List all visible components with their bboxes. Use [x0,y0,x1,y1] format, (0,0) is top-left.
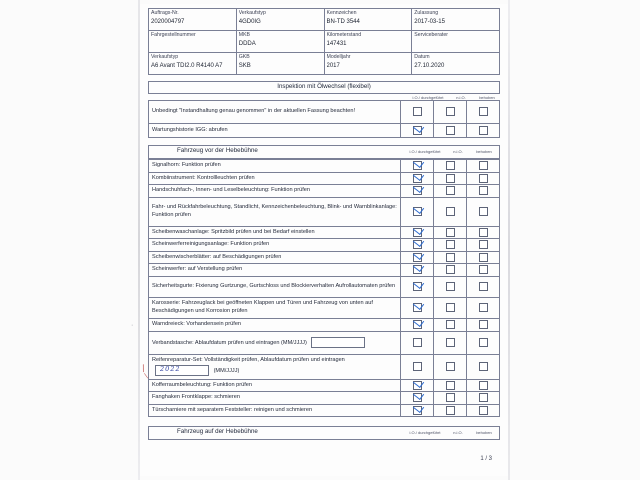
checklist-item-label: Fanghaken Frontklappe: schmieren [149,392,401,405]
checkbox[interactable] [479,362,488,371]
checkbox-nio[interactable] [434,251,467,264]
checkbox[interactable] [413,320,422,329]
checkbox-behoben[interactable] [467,331,500,354]
date-input-verbandstasche[interactable] [311,337,365,348]
checkbox[interactable] [479,126,488,135]
checklist-item-label: Wartungshistorie IGG: abrufen [149,124,401,138]
page-indicator: 1 / 3 [480,456,492,462]
checkbox-behoben[interactable] [467,298,500,319]
checkbox-behoben[interactable] [467,277,500,298]
checkbox[interactable] [446,303,455,312]
checkbox[interactable] [413,406,422,415]
section-title: Fahrzeug auf der Hebebühne [177,428,258,436]
checkbox-behoben[interactable] [467,319,500,332]
table-row [149,160,500,173]
checkbox[interactable] [413,303,422,312]
field-kennzeichen[interactable] [324,9,412,31]
checkbox-io[interactable] [401,319,434,332]
field-fahrgestellnummer[interactable] [149,31,237,53]
table-row [149,277,500,298]
checkbox-behoben[interactable] [467,251,500,264]
checkbox-io[interactable] [401,185,434,198]
table-row [149,9,500,31]
field-label: Verkaufstyp [151,54,179,60]
checkbox[interactable] [446,186,455,195]
field-label: Kilometerstand [326,32,362,38]
field-value: 4GD0IG [238,19,261,25]
checkbox-io[interactable] [401,101,434,124]
checkbox[interactable] [413,126,422,135]
table-row [149,172,500,185]
date-input-reifenreparatur-set[interactable] [155,365,209,376]
checkbox-behoben[interactable] [467,197,500,226]
checklist-item-reifenreparatur-set [149,354,401,379]
checklist-item-label: Scheibenwischerblätter: auf Beschädigungen prüfen [149,251,401,264]
field-value: BN-TD 3544 [326,19,360,25]
checkbox[interactable] [479,207,488,216]
column-header-io: i.O./ durchgeführt [409,148,441,154]
pen-dot: · [131,322,134,329]
checkbox-behoben[interactable] [467,264,500,277]
checkbox[interactable] [446,253,455,262]
checkbox-io[interactable] [401,331,434,354]
checkbox-behoben[interactable] [467,185,500,198]
field-label: Modelljahr [326,54,351,60]
checklist-item-label: Scheibenwaschanlage: Spritzbild prüfen und bei Bedarf einstellen [149,226,401,239]
checkbox[interactable] [479,161,488,170]
field-label: Zulassung [414,10,439,16]
checkbox[interactable] [413,207,422,216]
checkbox[interactable] [446,228,455,237]
checkbox[interactable] [446,265,455,274]
checkbox[interactable] [479,265,488,274]
checkbox[interactable] [446,240,455,249]
checkbox[interactable] [479,393,488,402]
checkbox[interactable] [446,406,455,415]
checklist-item-label: Handschuhfach-, Innen- und Leselbeleuchtung: Funktion prüfen [149,185,401,198]
checkbox[interactable] [413,338,422,347]
checkbox[interactable] [446,161,455,170]
section-header-auf-hebebuehne [148,426,500,440]
field-label: Kennzeichen [326,10,357,16]
checkbox[interactable] [413,161,422,170]
table-row [149,239,500,252]
table-row [149,379,500,392]
checkbox-nio[interactable] [434,379,467,392]
checkbox[interactable] [479,186,488,195]
field-gkb[interactable] [236,53,324,75]
table-row [149,404,500,417]
field-label: Verkaufstyp [238,10,266,16]
checkbox[interactable] [479,381,488,390]
checkbox-nio[interactable] [434,185,467,198]
checkbox-behoben[interactable] [467,239,500,252]
column-header-behoben: behoben [476,429,492,435]
field-value: A6 Avant TDI2.0 R4140 A7 [151,63,223,69]
column-header-behoben: behoben [479,95,495,100]
field-value [151,39,234,40]
column-header-io: i.O./ durchgeführt [409,429,441,435]
checkbox-io[interactable] [401,277,434,298]
checkbox-nio[interactable] [434,298,467,319]
checkbox[interactable] [446,381,455,390]
checkbox-io[interactable] [401,264,434,277]
field-kilometerstand[interactable] [324,31,412,53]
pen-mark: / [140,363,147,375]
checklist-item-label: Sicherheitsgurte: Fixierung Gurtzunge, Gurtschloss und Blockierverhalten Aufrollautomaten prüfen [149,277,401,298]
checkbox[interactable] [446,207,455,216]
table-row [149,264,500,277]
checklist-item-label: Kombiinstrument: Kontrollleuchten prüfen [149,172,401,185]
checkbox[interactable] [446,362,455,371]
checkbox[interactable] [413,107,422,116]
table-row [149,31,500,53]
field-auftrags-nr[interactable] [149,9,237,31]
table-row [149,354,500,379]
handwritten-value: 2022 [160,365,181,374]
field-mkb[interactable] [236,31,324,53]
table-row [149,53,500,75]
checklist-item-label: Karosserie: Fahrzeuglack bei geöffneten Klappen und Türen und Fahrzeug von unten auf Beschädigungen und Korrosion prüfen [149,298,401,319]
checkbox-behoben[interactable] [467,354,500,379]
field-value [414,39,497,40]
table-row [149,124,500,138]
checkbox-nio[interactable] [434,124,467,138]
table-row [149,392,500,405]
checkbox-behoben[interactable] [467,172,500,185]
checkbox[interactable] [479,228,488,237]
checklist-item-label: Warndreieck: Vorhandensein prüfen [149,319,401,332]
checklist-item-verbandstasche [149,331,401,354]
checkbox-behoben[interactable] [467,124,500,138]
checkbox[interactable] [479,240,488,249]
checklist-item-label: Scheinwerfer: auf Verstellung prüfen [149,264,401,277]
column-headers-auf-hebebuehne [405,430,497,435]
column-header-nio: n.i.O. [453,429,463,435]
table-row [149,298,500,319]
checkbox[interactable] [479,338,488,347]
column-headers-inspektion [148,95,500,100]
checkbox-nio[interactable] [434,239,467,252]
header-fields [148,8,500,440]
checkbox-nio[interactable] [434,197,467,226]
field-label: MKB [238,32,250,38]
checkbox-nio[interactable] [434,277,467,298]
checklist-item-label: Reifenreparatur-Set: Vollständigkeit prüfen, Ablaufdatum prüfen und eintragen [152,357,345,364]
table-row [149,226,500,239]
table-row [149,185,500,198]
pen-mark: \ [143,371,149,381]
checkbox-nio[interactable] [434,264,467,277]
checkbox[interactable] [446,393,455,402]
field-verkaufstyp-code[interactable] [236,9,324,31]
checklist-item-label: Unbedingt "Instandhaltung genau genommen" in der aktuellen Fassung beachten! [149,101,401,124]
checkbox[interactable] [413,186,422,195]
checkbox[interactable] [446,338,455,347]
checkbox[interactable] [413,282,422,291]
checkbox[interactable] [446,126,455,135]
field-label: Serviceberater [414,32,448,38]
column-header-behoben: behoben [476,148,492,154]
table-row [149,319,500,332]
checkbox[interactable] [479,282,488,291]
field-value: 27.10.2020 [414,63,445,69]
table-row [149,197,500,226]
field-label: Fahrgestellnummer [151,32,196,38]
checkbox[interactable] [479,320,488,329]
column-headers-vor-hebebuehne [405,149,497,154]
field-label: GKB [238,54,250,60]
table-row [149,331,500,354]
checkbox-nio[interactable] [434,101,467,124]
field-zulassung[interactable] [412,9,500,31]
checkbox-behoben[interactable] [467,101,500,124]
field-value: 2017-03-15 [414,19,445,25]
checkbox[interactable] [413,393,422,402]
checkbox-io[interactable] [401,404,434,417]
checkbox-nio[interactable] [434,160,467,173]
field-value: 2020004797 [151,19,185,25]
checkbox[interactable] [446,320,455,329]
checkbox-io[interactable] [401,354,434,379]
section-header-vor-hebebuehne [148,145,500,159]
table-row [149,101,500,124]
checkbox-behoben[interactable] [467,226,500,239]
checkbox-io[interactable] [401,197,434,226]
field-value: DDDA [238,41,256,47]
header-table [148,8,500,75]
checkbox[interactable] [479,107,488,116]
checkbox-behoben[interactable] [467,160,500,173]
page-left-edge [138,0,140,480]
checklist-item-label: Fahr- und Rückfahrbeleuchtung, Standlicht, Kennzeichenbeleuchtung, Blink- und Warnblinkanlage: Funktion prüfen [149,197,401,226]
checklist-item-label: Scheinwerferreinigungsanlage: Funktion prüfen [149,239,401,252]
checkbox[interactable] [413,362,422,371]
checkbox-nio[interactable] [434,404,467,417]
checkbox-nio[interactable] [434,172,467,185]
field-label: Auftrags-Nr. [151,10,179,16]
checkbox-nio[interactable] [434,331,467,354]
checkbox[interactable] [479,253,488,262]
page-right-edge [508,0,510,480]
checkbox[interactable] [413,265,422,274]
checkbox-nio[interactable] [434,319,467,332]
checklist-item-label: Verbandstasche: Ablaufdatum prüfen und eintragen (MM/JJJJ) [152,340,307,347]
checkbox[interactable] [479,174,488,183]
checkbox-nio[interactable] [434,354,467,379]
field-modelljahr[interactable] [324,53,412,75]
field-value: 147431 [326,41,347,47]
checklist-vor-hebebuehne [148,159,500,417]
date-format-hint: (MM/JJJJ) [213,367,240,374]
section-title: Fahrzeug vor der Hebebühne [177,147,258,154]
checkbox-nio[interactable] [434,392,467,405]
field-label: Datum [414,54,430,60]
column-header-nio: n.i.O. [456,95,466,100]
checkbox[interactable] [446,282,455,291]
field-value: SKB [238,63,251,69]
section-header-inspektion [148,81,500,94]
checkbox-io[interactable] [401,124,434,138]
checkbox[interactable] [446,107,455,116]
column-header-io: i.O./ durchgeführt [412,95,444,100]
checklist-item-label: Signalhorn: Funktion prüfen [149,160,401,173]
checkbox-behoben[interactable] [467,379,500,392]
checkbox-nio[interactable] [434,226,467,239]
checkbox-behoben[interactable] [467,392,500,405]
checkbox-behoben[interactable] [467,404,500,417]
checklist-item-label: Kofferraumbeleuchtung: Funktion prüfen [149,379,401,392]
section-title: Inspektion mit Ölwechsel (flexibel) [277,83,371,90]
checklist-item-label: Türscharniere mit separatem Feststeller: reinigen und schmieren [149,404,401,417]
field-value: 2017 [326,63,340,69]
table-row [149,251,500,264]
field-verkaufstyp-name[interactable] [149,53,237,75]
field-datum[interactable] [412,53,500,75]
column-header-nio: n.i.O. [453,148,463,154]
checklist-inspektion [148,100,500,138]
checkbox[interactable] [446,174,455,183]
field-serviceberater[interactable] [412,31,500,53]
checkbox[interactable] [479,406,488,415]
checkbox[interactable] [479,303,488,312]
